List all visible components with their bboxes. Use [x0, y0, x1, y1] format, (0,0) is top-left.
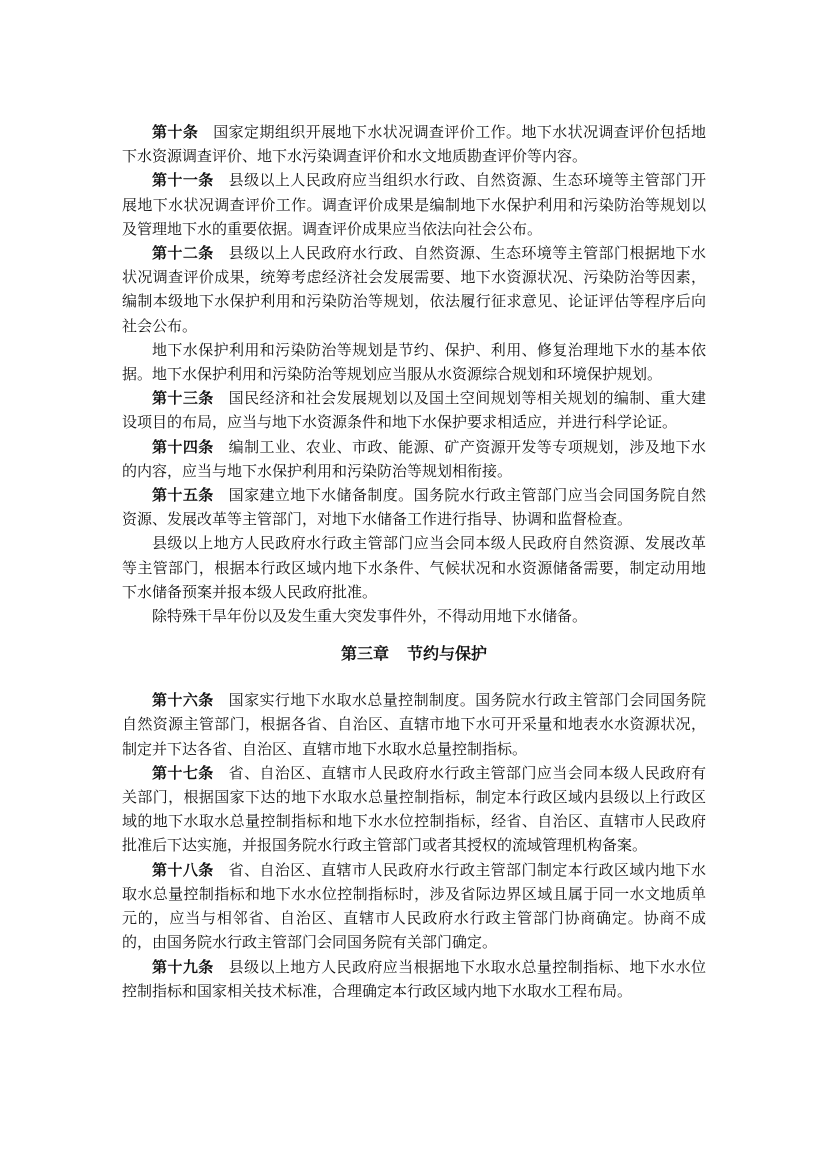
article-text: 县级以上地方人民政府应当根据地下水取水总量控制指标、地下水水位控制指标和国家相关技术标准，合理确定本行政区域内地下水取水工程布局。: [122, 957, 706, 1000]
article-paragraph: [122, 858, 706, 955]
article-text: 除特殊干旱年份以及发生重大突发事件外，不得动用地下水储备。: [152, 607, 588, 626]
chapter-heading: [122, 642, 706, 666]
article-text: 县级以上人民政府应当组织水行政、自然资源、生态环境等主管部门开展地下水状况调查评价工作。调查评价成果是编制地下水保护利用和污染防治等规划以及管理地下水的重要依据。调查评价成果应当依法向社会公布。: [122, 171, 706, 238]
article-paragraph: [122, 483, 706, 531]
article-paragraph: [122, 168, 706, 241]
article-paragraph: [122, 435, 706, 483]
article-paragraph: [122, 120, 706, 168]
article-text: 编制工业、农业、市政、能源、矿产资源开发等专项规划，涉及地下水的内容，应当与地下水保护利用和污染防治等规划相衔接。: [122, 437, 706, 480]
article-text: 国家定期组织开展地下水状况调查评价工作。地下水状况调查评价包括地下水资源调查评价、地下水污染调查评价和水文地质勘查评价等内容。: [122, 123, 706, 166]
continuation-paragraph: [122, 531, 706, 604]
article-label: 第十四条: [152, 437, 214, 456]
article-paragraph: [122, 955, 706, 1003]
article-label: 第十一条: [152, 171, 214, 190]
document-body: [122, 120, 706, 1003]
article-label: 第十八条: [152, 860, 214, 879]
article-label: 第十九条: [152, 957, 214, 976]
article-label: 第十六条: [152, 691, 214, 710]
article-text: 地下水保护利用和污染防治等规划是节约、保护、利用、修复治理地下水的基本依据。地下水保护利用和污染防治等规划应当服从水资源综合规划和环境保护规划。: [122, 340, 706, 384]
continuation-paragraph: [122, 338, 706, 386]
article-text: 国民经济和社会发展规划以及国土空间规划等相关规划的编制、重大建设项目的布局，应当与地下水资源条件和地下水保护要求相适应，并进行科学论证。: [122, 389, 706, 432]
article-label: 第十二条: [152, 244, 214, 263]
article-label: 第十五条: [152, 486, 214, 505]
continuation-paragraph: [122, 604, 706, 628]
article-text: 县级以上地方人民政府水行政主管部门应当会同本级人民政府自然资源、发展改革等主管部门，根据本行政区域内地下水条件、气候状况和水资源储备需要，制定动用地下水储备预案并报本级人民政府批准。: [122, 534, 706, 601]
articles-section-before: [122, 120, 706, 628]
article-label: 第十条: [152, 123, 199, 141]
article-text: 省、自治区、直辖市人民政府水行政主管部门制定本行政区域内地下水取水总量控制指标和地下水水位控制指标时，涉及省际边界区域且属于同一水文地质单元的，应当与相邻省、自治区、直辖市人民政府水行政主管部门协商确定。协商不成的，由国务院水行政主管部门会同国务院有关部门确定。: [122, 860, 706, 952]
article-text: 国家实行地下水取水总量控制制度。国务院水行政主管部门会同国务院自然资源主管部门，根据各省、自治区、直辖市地下水可开采量和地表水水资源状况，制定并下达各省、自治区、直辖市地下水取水总量控制指标。: [122, 691, 706, 758]
chapter-title: 节约与保护: [407, 644, 488, 664]
chapter-number: 第三章: [340, 644, 389, 664]
article-label: 第十三条: [152, 389, 214, 408]
article-label: 第十七条: [152, 763, 214, 782]
article-text: 国家建立地下水储备制度。国务院水行政主管部门应当会同国务院自然资源、发展改革等主管部门，对地下水储备工作进行指导、协调和监督检查。: [122, 486, 706, 529]
article-paragraph: [122, 761, 706, 858]
article-text: 省、自治区、直辖市人民政府水行政主管部门应当会同本级人民政府有关部门，根据国家下达的地下水取水总量控制指标，制定本行政区域内县级以上行政区域的地下水取水总量控制指标和地下水水位控制指标，经省、自治区、直辖市人民政府批准后下达实施，并报国务院水行政主管部门或者其授权的流域管理机构备案。: [122, 763, 706, 855]
article-paragraph: [122, 386, 706, 434]
article-paragraph: [122, 241, 706, 338]
articles-section-after: [122, 688, 706, 1003]
article-text: 县级以上人民政府水行政、自然资源、生态环境等主管部门根据地下水状况调查评价成果，统筹考虑经济社会发展需要、地下水资源状况、污染防治等因素，编制本级地下水保护利用和污染防治等规划，依法履行征求意见、论证评估等程序后向社会公布。: [122, 244, 706, 335]
article-paragraph: [122, 688, 706, 761]
